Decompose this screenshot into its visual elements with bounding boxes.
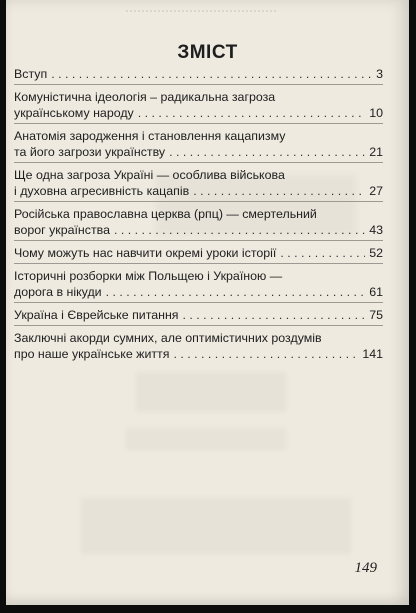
- toc-entry: [14, 162, 383, 201]
- page-title: ЗМІСТ: [177, 42, 238, 63]
- show-through-imprint: [136, 372, 286, 412]
- toc-entry-title-cont: ворог українства: [14, 223, 110, 237]
- toc-entry-row: [14, 346, 383, 362]
- dot-leader: [51, 66, 372, 82]
- show-through-top: [126, 10, 276, 20]
- toc-entry-title: Заключні акорди сумних, але оптимістичних роздумів: [14, 331, 322, 345]
- toc-entry-title-cont: і духовна агресивність кацапів: [14, 184, 190, 198]
- toc-entry: [14, 325, 383, 364]
- toc-entry-row: [14, 66, 383, 82]
- dot-leader: [280, 245, 365, 261]
- dot-leader: [173, 346, 358, 362]
- dot-leader: [193, 183, 365, 199]
- toc-page-number: 21: [369, 145, 383, 159]
- toc-page-number: 61: [369, 285, 383, 299]
- toc-entry-row: [14, 284, 383, 300]
- toc-entry-title: Історичні розборки між Польщею і Україною —: [14, 269, 283, 283]
- page-number: 149: [354, 560, 377, 576]
- toc-entry-title: Російська православна церква (рпц) — смертельний: [14, 207, 317, 221]
- toc-page-number: 52: [369, 246, 383, 260]
- book-page: [6, 0, 409, 605]
- toc-entry-title: Ще одна загроза Україні — особлива військова: [14, 168, 285, 182]
- toc-entry-title-cont: про наше українське життя: [14, 347, 170, 361]
- toc-entry-row: [14, 105, 383, 121]
- toc-entry-row: [14, 144, 383, 160]
- toc-entry: [14, 201, 383, 240]
- toc-entry-title: Комуністична ідеологія – радикальна загроза: [14, 90, 276, 104]
- toc-entry-title: Чому можуть нас навчити окремі уроки історії: [14, 246, 277, 260]
- dot-leader: [138, 105, 365, 121]
- dot-leader: [169, 144, 365, 160]
- toc-entry: [14, 240, 383, 263]
- toc-entry-title-cont: українському народу: [14, 106, 134, 120]
- toc-page-number: 10: [369, 106, 383, 120]
- toc-entry: [14, 263, 383, 302]
- toc-page-number: 141: [362, 347, 383, 361]
- toc-entry-title-cont: дорога в нікуди: [14, 285, 102, 299]
- show-through-imprint-2: [126, 428, 286, 450]
- toc-page-number: 43: [369, 223, 383, 237]
- toc-entry-row: [14, 245, 383, 261]
- toc-entry: [14, 302, 383, 325]
- table-of-contents: [14, 62, 383, 364]
- toc-page-number: 75: [369, 308, 383, 322]
- toc-entry-row: [14, 222, 383, 238]
- toc-entry: [14, 62, 383, 84]
- toc-entry-title: Анатомія зародження і становлення кацапизму: [14, 129, 286, 143]
- dot-leader: [114, 222, 365, 238]
- toc-page-number: 27: [369, 184, 383, 198]
- toc-page-number: 3: [376, 67, 383, 81]
- toc-entry-title: Україна і Єврейське питання: [14, 308, 179, 322]
- toc-entry: [14, 123, 383, 162]
- show-through-imprint-3: [81, 498, 351, 554]
- dot-leader: [106, 284, 366, 300]
- toc-entry-title: Вступ: [14, 67, 48, 81]
- toc-entry-row: [14, 307, 383, 323]
- dot-leader: [183, 307, 366, 323]
- toc-entry-row: [14, 183, 383, 199]
- toc-entry-title-cont: та його загрози українству: [14, 145, 166, 159]
- toc-entry: [14, 84, 383, 123]
